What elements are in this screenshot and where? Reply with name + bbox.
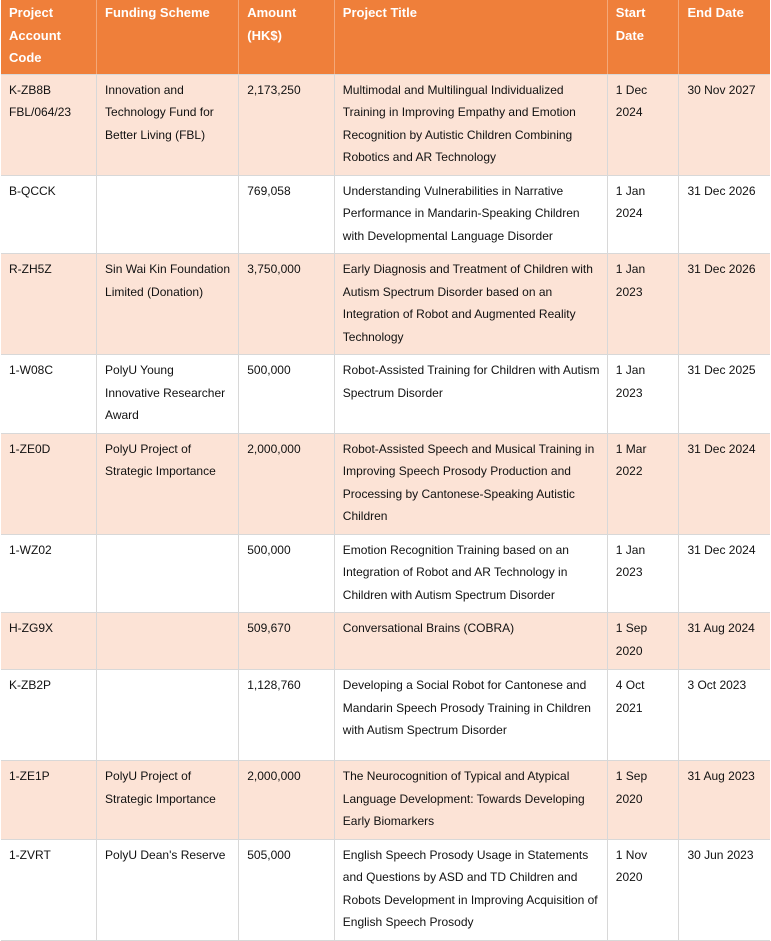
cell-amount-text: 1,128,760: [247, 678, 301, 692]
cell-amount: [239, 254, 335, 355]
cell-amount-text: 2,173,250: [247, 82, 301, 97]
cell-scheme: [97, 670, 239, 761]
cell-code-text: 1-WZ02: [9, 542, 52, 557]
cell-end: [679, 613, 770, 670]
cell-code-text: K-ZB8B: [9, 82, 52, 97]
cell-title-text: Conversational Brains (COBRA): [342, 621, 515, 635]
cell-title: [334, 670, 607, 761]
cell-title: [334, 433, 607, 534]
table-header-row: [1, 0, 770, 74]
cell-title: [334, 74, 607, 175]
cell-start: [607, 175, 679, 254]
cell-start-text: 1 Jan 2023: [615, 363, 646, 400]
cell-start: [607, 433, 679, 534]
cell-scheme: [97, 839, 239, 940]
cell-code: [1, 761, 97, 840]
cell-amount-text: 500,000: [247, 363, 291, 377]
cell-start-text: 1 Nov 2020: [615, 847, 648, 884]
cell-title: [334, 254, 607, 355]
cell-start: [607, 534, 679, 613]
cell-code: [1, 175, 97, 254]
cell-end-text: 31 Dec 2026: [687, 262, 756, 276]
cell-scheme: [97, 613, 239, 670]
cell-end: [679, 534, 770, 613]
cell-title-text: English Speech Prosody Usage in Statements and Questions by ASD and TD Children and Robots Development in Improving Acquisition of English Speech Prosody: [342, 847, 598, 929]
table-row: [1, 670, 770, 761]
cell-title: [334, 355, 607, 434]
cell-code-text: 1-ZE0D: [9, 441, 51, 456]
cell-title: [334, 613, 607, 670]
header-end-date: End Date: [679, 0, 770, 74]
cell-scheme: [97, 254, 239, 355]
cell-title: [334, 839, 607, 940]
cell-amount: [239, 433, 335, 534]
cell-title-text: Robot-Assisted Speech and Musical Training in Improving Speech Prosody Production and Processing by Cantonese-Speaking Autistic Children: [342, 441, 595, 523]
cell-amount-text: 2,000,000: [247, 441, 301, 456]
cell-end-text: 31 Aug 2024: [687, 621, 755, 635]
header-project-account-code: Project Account Code: [1, 0, 97, 74]
cell-amount-text: 509,670: [247, 621, 291, 635]
table-row: [1, 839, 770, 940]
cell-code: [1, 839, 97, 940]
cell-title: [334, 761, 607, 840]
cell-amount-text: 769,058: [247, 183, 291, 198]
cell-scheme: [97, 534, 239, 613]
cell-code-text: H-ZG9X: [9, 621, 54, 635]
header-project-title: Project Title: [334, 0, 607, 74]
cell-amount: [239, 355, 335, 434]
table-row: [1, 355, 770, 434]
cell-end: [679, 761, 770, 840]
header-start-date: Start Date: [607, 0, 679, 74]
cell-end: [679, 839, 770, 940]
cell-start-text: 1 Sep 2020: [615, 769, 648, 806]
cell-scheme: [97, 175, 239, 254]
projects-table: [1, 0, 770, 941]
cell-code-secondary-text: FBL/064/23: [9, 105, 72, 119]
cell-start: [607, 254, 679, 355]
cell-amount-text: 2,000,000: [247, 769, 301, 783]
cell-code-text: 1-ZVRT: [9, 847, 51, 862]
table-row: [1, 175, 770, 254]
cell-title-text: Understanding Vulnerabilities in Narrative Performance in Mandarin-Speaking Children with Developmental Language Disorder: [342, 183, 580, 243]
cell-start-text: 1 Dec 2024: [615, 82, 648, 119]
cell-title-text: The Neurocognition of Typical and Atypical Language Development: Towards Developing Early Biomarkers: [342, 769, 585, 828]
cell-amount: [239, 761, 335, 840]
header-funding-scheme: Funding Scheme: [97, 0, 239, 74]
cell-title-text: Multimodal and Multilingual Individualized Training in Improving Empathy and Emotion Recognition by Autistic Children Combining Robotics and AR Technology: [342, 82, 576, 164]
cell-start-text: 1 Jan 2024: [615, 183, 646, 220]
cell-amount: [239, 613, 335, 670]
cell-scheme-text: PolyU Dean's Reserve: [105, 847, 226, 862]
cell-start-text: 1 Jan 2023: [615, 262, 646, 299]
cell-code-text: 1-ZE1P: [9, 769, 50, 783]
cell-scheme-text: PolyU Project of Strategic Importance: [105, 441, 216, 478]
cell-end-text: 31 Aug 2023: [687, 769, 755, 783]
cell-amount-text: 505,000: [247, 847, 291, 862]
cell-end-text: 31 Dec 2025: [687, 363, 756, 377]
cell-start: [607, 670, 679, 761]
cell-code: [1, 355, 97, 434]
cell-scheme-text: PolyU Young Innovative Researcher Award: [105, 363, 226, 422]
cell-scheme: [97, 355, 239, 434]
cell-start-text: 1 Mar 2022: [615, 441, 647, 478]
cell-scheme-text: Sin Wai Kin Foundation Limited (Donation): [105, 262, 231, 299]
header-amount: Amount (HK$): [239, 0, 335, 74]
cell-code: [1, 534, 97, 613]
cell-end-text: 30 Jun 2023: [687, 847, 754, 862]
cell-start: [607, 839, 679, 940]
cell-code-text: 1-W08C: [9, 363, 54, 377]
cell-start: [607, 761, 679, 840]
cell-title-text: Robot-Assisted Training for Children with Autism Spectrum Disorder: [342, 363, 600, 400]
cell-end: [679, 433, 770, 534]
cell-amount-text: 500,000: [247, 542, 291, 557]
cell-scheme-text: Innovation and Technology Fund for Better Living (FBL): [105, 82, 214, 142]
cell-start-text: 1 Sep 2020: [615, 621, 648, 658]
table-row: [1, 613, 770, 670]
cell-start-text: 4 Oct 2021: [615, 678, 645, 715]
cell-amount-text: 3,750,000: [247, 262, 301, 276]
table-row: [1, 254, 770, 355]
cell-code: [1, 254, 97, 355]
cell-end: [679, 254, 770, 355]
cell-code: [1, 613, 97, 670]
cell-scheme: [97, 761, 239, 840]
table-row: [1, 74, 770, 175]
cell-code-text: K-ZB2P: [9, 678, 52, 692]
cell-start-text: 1 Jan 2023: [615, 542, 646, 579]
cell-amount: [239, 74, 335, 175]
cell-scheme: [97, 433, 239, 534]
cell-end-text: 30 Nov 2027: [687, 82, 756, 97]
cell-amount: [239, 534, 335, 613]
cell-scheme: [97, 74, 239, 175]
cell-start: [607, 74, 679, 175]
cell-end-text: 31 Dec 2024: [687, 441, 756, 456]
cell-code: [1, 74, 97, 175]
cell-title-text: Early Diagnosis and Treatment of Children with Autism Spectrum Disorder based on an Integration of Robot and Augmented Reality Technology: [342, 262, 593, 344]
cell-amount: [239, 670, 335, 761]
cell-title: [334, 175, 607, 254]
cell-end: [679, 355, 770, 434]
cell-end-text: 31 Dec 2024: [687, 542, 756, 557]
table-row: [1, 433, 770, 534]
cell-title-text: Emotion Recognition Training based on an Integration of Robot and AR Technology in Children with Autism Spectrum Disorder: [342, 542, 569, 602]
cell-scheme-text: PolyU Project of Strategic Importance: [105, 769, 216, 806]
cell-amount: [239, 175, 335, 254]
cell-end: [679, 670, 770, 761]
cell-start: [607, 355, 679, 434]
cell-end: [679, 74, 770, 175]
cell-amount: [239, 839, 335, 940]
cell-end-text: 31 Dec 2026: [687, 183, 756, 198]
cell-end: [679, 175, 770, 254]
cell-end-text: 3 Oct 2023: [687, 678, 747, 692]
cell-code-text: R-ZH5Z: [9, 262, 52, 276]
cell-title: [334, 534, 607, 613]
cell-code: [1, 670, 97, 761]
table-row: [1, 761, 770, 840]
cell-start: [607, 613, 679, 670]
cell-code-text: B-QCCK: [9, 183, 56, 198]
cell-title-text: Developing a Social Robot for Cantonese and Mandarin Speech Prosody Training in Children with Autism Spectrum Disorder: [342, 678, 591, 737]
cell-code: [1, 433, 97, 534]
table-row: [1, 534, 770, 613]
